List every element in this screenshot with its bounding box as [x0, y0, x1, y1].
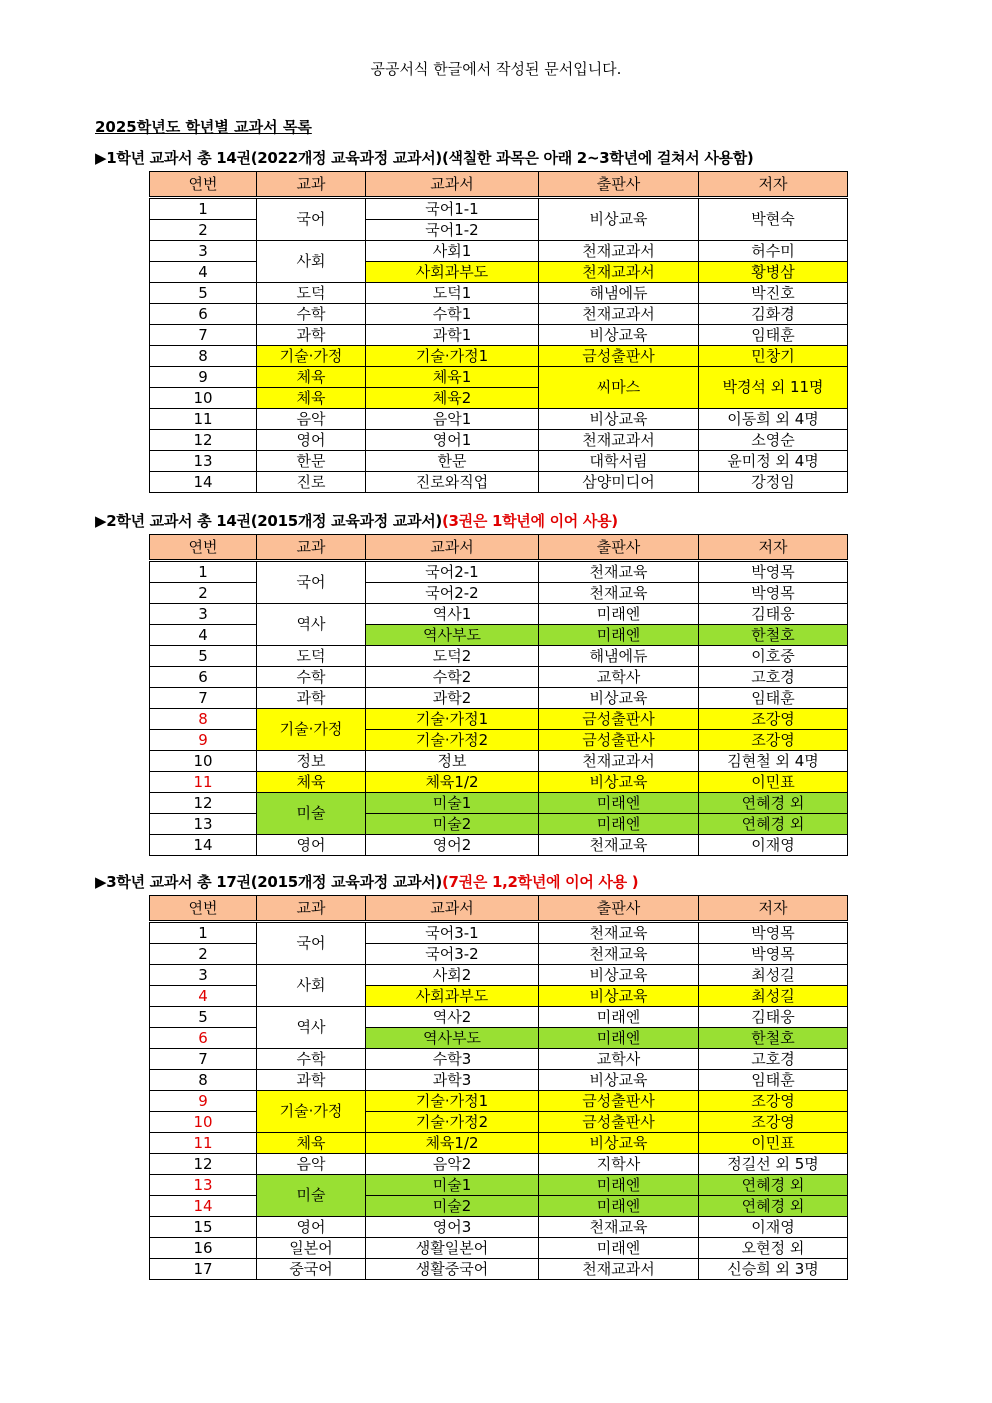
table-cell: 교학사 — [539, 667, 699, 688]
table-cell: 3 — [150, 604, 257, 625]
table-header-row — [150, 172, 848, 198]
table-row — [150, 751, 848, 772]
table-cell: 고호경 — [699, 1049, 848, 1070]
header-cell-textbook: 교과서 — [366, 172, 539, 198]
table-cell: 도덕 — [257, 283, 366, 304]
table-cell: 14 — [150, 835, 257, 856]
table-header-row — [150, 535, 848, 561]
table-cell: 정길선 외 5명 — [699, 1154, 848, 1175]
header-cell-publisher: 출판사 — [539, 896, 699, 922]
table-cell: 도덕 — [257, 646, 366, 667]
table-cell: 13 — [150, 1175, 257, 1196]
table-cell: 기술·가정 — [257, 346, 366, 367]
table-cell: 조강영 — [699, 1112, 848, 1133]
table-cell: 천재교육 — [539, 944, 699, 965]
table-cell: 10 — [150, 1112, 257, 1133]
table-cell: 박진호 — [699, 283, 848, 304]
table-row — [150, 1007, 848, 1028]
table-row — [150, 241, 848, 262]
table-row — [150, 583, 848, 604]
table-cell: 강정임 — [699, 472, 848, 493]
table-cell: 과학3 — [366, 1070, 539, 1091]
header-cell-publisher: 출판사 — [539, 172, 699, 198]
table-row — [150, 625, 848, 646]
table-cell: 연혜경 외 — [699, 1175, 848, 1196]
table-row — [150, 730, 848, 751]
table-cell: 5 — [150, 283, 257, 304]
table-cell: 금성출판사 — [539, 1112, 699, 1133]
table-cell: 박경석 외 11명 — [699, 367, 848, 409]
table-cell: 체육 — [257, 772, 366, 793]
table-cell: 비상교육 — [539, 1070, 699, 1091]
table-cell: 소영순 — [699, 430, 848, 451]
table-cell: 미술 — [257, 793, 366, 835]
table-cell: 4 — [150, 986, 257, 1007]
table-cell: 천재교육 — [539, 583, 699, 604]
table-cell: 국어1-1 — [366, 198, 539, 220]
table-cell: 음악2 — [366, 1154, 539, 1175]
table-cell: 이민표 — [699, 772, 848, 793]
section-title: ▶3학년 교과서 총 17권(2015개정 교육과정 교과서) — [95, 873, 442, 891]
table-cell: 1 — [150, 561, 257, 583]
table-cell: 금성출판사 — [539, 1091, 699, 1112]
header-cell-subject: 교과 — [257, 172, 366, 198]
table-cell: 3 — [150, 965, 257, 986]
table-cell: 비상교육 — [539, 965, 699, 986]
header-cell-subject: 교과 — [257, 535, 366, 561]
table-cell: 역사 — [257, 1007, 366, 1049]
table-cell: 국어 — [257, 922, 366, 965]
table-cell: 과학 — [257, 1070, 366, 1091]
table-row — [150, 835, 848, 856]
table-cell: 한철호 — [699, 1028, 848, 1049]
table-cell: 신승희 외 3명 — [699, 1259, 848, 1280]
table-cell: 체육1/2 — [366, 1133, 539, 1154]
table-cell: 미술2 — [366, 814, 539, 835]
header-cell-number: 연번 — [150, 535, 257, 561]
table-cell: 천재교과서 — [539, 430, 699, 451]
table-row — [150, 1112, 848, 1133]
table-row — [150, 561, 848, 583]
table-row — [150, 1133, 848, 1154]
table-cell: 국어2-2 — [366, 583, 539, 604]
table-row — [150, 325, 848, 346]
table-cell: 비상교육 — [539, 325, 699, 346]
table-cell: 기술·가정1 — [366, 346, 539, 367]
table-row — [150, 1028, 848, 1049]
table-cell: 미래엔 — [539, 1238, 699, 1259]
table-cell: 4 — [150, 262, 257, 283]
table-cell: 사회과부도 — [366, 986, 539, 1007]
table-row — [150, 944, 848, 965]
table-cell: 1 — [150, 922, 257, 944]
table-cell: 9 — [150, 730, 257, 751]
table-row — [150, 814, 848, 835]
table-row — [150, 198, 848, 220]
table-cell: 해냄에듀 — [539, 646, 699, 667]
table-cell: 역사 — [257, 604, 366, 646]
table-cell: 미래엔 — [539, 1175, 699, 1196]
table-cell: 과학2 — [366, 688, 539, 709]
table-cell: 체육1 — [366, 367, 539, 388]
table-cell: 한문 — [366, 451, 539, 472]
table-cell: 국어3-1 — [366, 922, 539, 944]
table-cell: 5 — [150, 646, 257, 667]
table-cell: 연혜경 외 — [699, 1196, 848, 1217]
table-cell: 11 — [150, 1133, 257, 1154]
table-cell: 15 — [150, 1217, 257, 1238]
table-cell: 생활중국어 — [366, 1259, 539, 1280]
table-cell: 비상교육 — [539, 198, 699, 241]
table-cell: 수학 — [257, 304, 366, 325]
table-cell: 미술1 — [366, 793, 539, 814]
table-row — [150, 772, 848, 793]
table-cell: 7 — [150, 325, 257, 346]
table-cell: 4 — [150, 625, 257, 646]
table-cell: 체육2 — [366, 388, 539, 409]
table-cell: 금성출판사 — [539, 709, 699, 730]
table-cell: 허수미 — [699, 241, 848, 262]
section-heading-grade1 — [95, 147, 753, 168]
table-cell: 천재교과서 — [539, 262, 699, 283]
table-cell: 13 — [150, 814, 257, 835]
table-cell: 천재교육 — [539, 1217, 699, 1238]
textbook-table-grade2 — [149, 534, 848, 856]
table-cell: 일본어 — [257, 1238, 366, 1259]
table-row — [150, 472, 848, 493]
table-cell: 대학서림 — [539, 451, 699, 472]
header-cell-publisher: 출판사 — [539, 535, 699, 561]
table-cell: 교학사 — [539, 1049, 699, 1070]
table-cell: 박영목 — [699, 583, 848, 604]
section-heading-grade3 — [95, 871, 638, 892]
table-cell: 역사1 — [366, 604, 539, 625]
table-cell: 미술2 — [366, 1196, 539, 1217]
table-cell: 박영목 — [699, 561, 848, 583]
table-cell: 이동희 외 4명 — [699, 409, 848, 430]
table-row — [150, 922, 848, 944]
table-cell: 천재교과서 — [539, 304, 699, 325]
table-cell: 음악1 — [366, 409, 539, 430]
table-row — [150, 965, 848, 986]
header-cell-textbook: 교과서 — [366, 896, 539, 922]
table-cell: 9 — [150, 367, 257, 388]
table-cell: 7 — [150, 1049, 257, 1070]
table-cell: 김화경 — [699, 304, 848, 325]
table-cell: 임태훈 — [699, 325, 848, 346]
table-cell: 8 — [150, 1070, 257, 1091]
table-cell: 1 — [150, 198, 257, 220]
table-cell: 사회1 — [366, 241, 539, 262]
table-cell: 천재교육 — [539, 561, 699, 583]
table-row — [150, 283, 848, 304]
table-cell: 사회과부도 — [366, 262, 539, 283]
table-cell: 오현정 외 — [699, 1238, 848, 1259]
table-cell: 진로 — [257, 472, 366, 493]
table-row — [150, 1238, 848, 1259]
table-cell: 민창기 — [699, 346, 848, 367]
table-cell: 수학 — [257, 1049, 366, 1070]
table-cell: 기술·가정1 — [366, 1091, 539, 1112]
table-cell: 수학2 — [366, 667, 539, 688]
table-cell: 14 — [150, 472, 257, 493]
document-title: 2025학년도 학년별 교과서 목록 — [95, 118, 312, 136]
table-cell: 기술·가정2 — [366, 730, 539, 751]
table-cell: 연혜경 외 — [699, 814, 848, 835]
table-cell: 국어1-2 — [366, 220, 539, 241]
table-cell: 12 — [150, 430, 257, 451]
table-cell: 영어 — [257, 430, 366, 451]
table-row — [150, 1049, 848, 1070]
table-cell: 정보 — [257, 751, 366, 772]
table-row — [150, 1154, 848, 1175]
table-cell: 영어2 — [366, 835, 539, 856]
table-cell: 이민표 — [699, 1133, 848, 1154]
table-row — [150, 451, 848, 472]
table-cell: 미래엔 — [539, 625, 699, 646]
document-notice: 공공서식 한글에서 작성된 문서입니다. — [370, 60, 622, 78]
table-cell: 이재영 — [699, 835, 848, 856]
table-cell: 17 — [150, 1259, 257, 1280]
table-cell: 천재교육 — [539, 835, 699, 856]
table-cell: 김태웅 — [699, 604, 848, 625]
table-cell: 6 — [150, 1028, 257, 1049]
table-cell: 금성출판사 — [539, 730, 699, 751]
table-cell: 천재교육 — [539, 922, 699, 944]
table-row — [150, 1070, 848, 1091]
table-cell: 이호중 — [699, 646, 848, 667]
table-cell: 금성출판사 — [539, 346, 699, 367]
table-cell: 영어 — [257, 835, 366, 856]
table-cell: 황병삼 — [699, 262, 848, 283]
table-cell: 과학 — [257, 325, 366, 346]
table-cell: 연혜경 외 — [699, 793, 848, 814]
table-cell: 영어1 — [366, 430, 539, 451]
table-cell: 5 — [150, 1007, 257, 1028]
table-cell: 기술·가정 — [257, 1091, 366, 1133]
table-cell: 역사2 — [366, 1007, 539, 1028]
table-cell: 수학1 — [366, 304, 539, 325]
table-cell: 국어 — [257, 198, 366, 241]
table-cell: 고호경 — [699, 667, 848, 688]
table-cell: 10 — [150, 388, 257, 409]
table-cell: 기술·가정 — [257, 709, 366, 751]
table-row — [150, 1217, 848, 1238]
table-cell: 수학 — [257, 667, 366, 688]
table-cell: 천재교과서 — [539, 1259, 699, 1280]
table-row — [150, 604, 848, 625]
section-note: (3권은 1학년에 이어 사용) — [441, 512, 618, 530]
table-cell: 중국어 — [257, 1259, 366, 1280]
table-row — [150, 688, 848, 709]
table-cell: 수학3 — [366, 1049, 539, 1070]
table-cell: 비상교육 — [539, 409, 699, 430]
table-cell: 기술·가정2 — [366, 1112, 539, 1133]
table-cell: 미래엔 — [539, 793, 699, 814]
section-heading-grade2 — [95, 510, 618, 531]
table-cell: 2 — [150, 583, 257, 604]
table-cell: 김현철 외 4명 — [699, 751, 848, 772]
table-cell: 과학1 — [366, 325, 539, 346]
table-row — [150, 793, 848, 814]
table-cell: 박현숙 — [699, 198, 848, 241]
table-cell: 6 — [150, 304, 257, 325]
table-row — [150, 367, 848, 388]
table-cell: 음악 — [257, 1154, 366, 1175]
table-cell: 김태웅 — [699, 1007, 848, 1028]
table-row — [150, 409, 848, 430]
table-cell: 박영목 — [699, 944, 848, 965]
table-cell: 도덕1 — [366, 283, 539, 304]
section-note: (7권은 1,2학년에 이어 사용 ) — [441, 873, 639, 891]
table-cell: 미래엔 — [539, 814, 699, 835]
table-cell: 한문 — [257, 451, 366, 472]
table-cell: 미술1 — [366, 1175, 539, 1196]
table-cell: 16 — [150, 1238, 257, 1259]
table-cell: 기술·가정1 — [366, 709, 539, 730]
table-cell: 해냄에듀 — [539, 283, 699, 304]
table-cell: 12 — [150, 1154, 257, 1175]
table-row — [150, 346, 848, 367]
table-cell: 2 — [150, 220, 257, 241]
table-row — [150, 667, 848, 688]
table-cell: 8 — [150, 709, 257, 730]
table-cell: 11 — [150, 772, 257, 793]
table-cell: 조강영 — [699, 1091, 848, 1112]
table-cell: 진로와직업 — [366, 472, 539, 493]
table-cell: 미래엔 — [539, 604, 699, 625]
table-cell: 12 — [150, 793, 257, 814]
section-title: ▶2학년 교과서 총 14권(2015개정 교육과정 교과서) — [95, 512, 442, 530]
table-cell: 과학 — [257, 688, 366, 709]
table-row — [150, 1196, 848, 1217]
table-cell: 미래엔 — [539, 1196, 699, 1217]
table-cell: 사회 — [257, 965, 366, 1007]
table-cell: 박영목 — [699, 922, 848, 944]
table-row — [150, 646, 848, 667]
table-row — [150, 1091, 848, 1112]
table-cell: 체육 — [257, 1133, 366, 1154]
table-cell: 조강영 — [699, 730, 848, 751]
table-cell: 음악 — [257, 409, 366, 430]
table-row — [150, 1259, 848, 1280]
table-row — [150, 709, 848, 730]
table-cell: 2 — [150, 944, 257, 965]
header-cell-textbook: 교과서 — [366, 535, 539, 561]
table-cell: 미래엔 — [539, 1028, 699, 1049]
header-cell-author: 저자 — [699, 896, 848, 922]
table-cell: 역사부도 — [366, 625, 539, 646]
table-row — [150, 304, 848, 325]
table-cell: 9 — [150, 1091, 257, 1112]
table-cell: 비상교육 — [539, 772, 699, 793]
table-cell: 역사부도 — [366, 1028, 539, 1049]
table-header-row — [150, 896, 848, 922]
table-cell: 비상교육 — [539, 1133, 699, 1154]
table-cell: 지학사 — [539, 1154, 699, 1175]
table-cell: 체육 — [257, 388, 366, 409]
section-title: ▶1학년 교과서 총 14권(2022개정 교육과정 교과서)(색칠한 과목은 아래 2~3학년에 걸쳐서 사용함) — [95, 149, 754, 167]
table-cell: 영어 — [257, 1217, 366, 1238]
table-cell: 13 — [150, 451, 257, 472]
textbook-table-grade3 — [149, 895, 848, 1280]
table-cell: 사회 — [257, 241, 366, 283]
table-cell: 임태훈 — [699, 1070, 848, 1091]
header-cell-author: 저자 — [699, 535, 848, 561]
table-cell: 국어3-2 — [366, 944, 539, 965]
table-cell: 씨마스 — [539, 367, 699, 409]
table-row — [150, 1175, 848, 1196]
table-cell: 사회2 — [366, 965, 539, 986]
table-cell: 3 — [150, 241, 257, 262]
table-cell: 한철호 — [699, 625, 848, 646]
table-cell: 임태훈 — [699, 688, 848, 709]
table-cell: 7 — [150, 688, 257, 709]
table-cell: 미술 — [257, 1175, 366, 1217]
table-row — [150, 262, 848, 283]
header-cell-author: 저자 — [699, 172, 848, 198]
table-cell: 영어3 — [366, 1217, 539, 1238]
table-cell: 6 — [150, 667, 257, 688]
table-row — [150, 986, 848, 1007]
table-cell: 14 — [150, 1196, 257, 1217]
header-cell-number: 연번 — [150, 172, 257, 198]
table-cell: 10 — [150, 751, 257, 772]
table-cell: 천재교과서 — [539, 751, 699, 772]
table-cell: 도덕2 — [366, 646, 539, 667]
header-cell-number: 연번 — [150, 896, 257, 922]
table-cell: 천재교과서 — [539, 241, 699, 262]
table-cell: 조강영 — [699, 709, 848, 730]
table-cell: 이재영 — [699, 1217, 848, 1238]
table-cell: 체육1/2 — [366, 772, 539, 793]
table-cell: 비상교육 — [539, 688, 699, 709]
textbook-table-grade1 — [149, 171, 848, 493]
table-cell: 삼양미디어 — [539, 472, 699, 493]
table-cell: 미래엔 — [539, 1007, 699, 1028]
table-cell: 최성길 — [699, 986, 848, 1007]
table-cell: 정보 — [366, 751, 539, 772]
table-row — [150, 430, 848, 451]
table-cell: 8 — [150, 346, 257, 367]
table-cell: 비상교육 — [539, 986, 699, 1007]
table-cell: 국어2-1 — [366, 561, 539, 583]
header-cell-subject: 교과 — [257, 896, 366, 922]
table-cell: 생활일본어 — [366, 1238, 539, 1259]
table-cell: 체육 — [257, 367, 366, 388]
table-cell: 11 — [150, 409, 257, 430]
table-cell: 윤미정 외 4명 — [699, 451, 848, 472]
table-cell: 국어 — [257, 561, 366, 604]
table-cell: 최성길 — [699, 965, 848, 986]
